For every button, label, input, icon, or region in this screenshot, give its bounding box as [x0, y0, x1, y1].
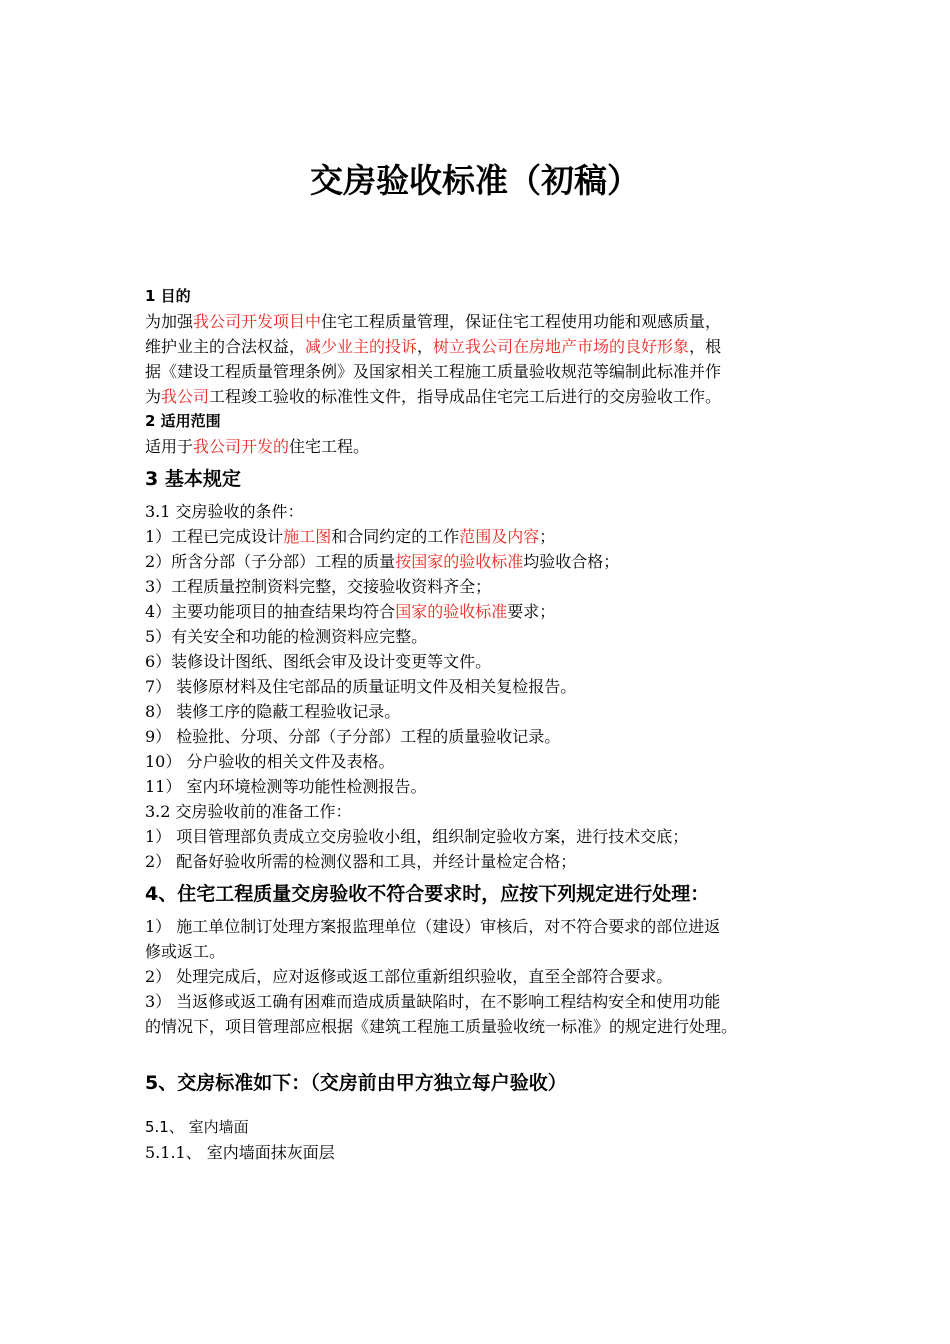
condition-2 — [145, 549, 817, 574]
text-run: 适用于 — [145, 437, 194, 456]
document-body — [145, 284, 817, 1165]
section-4-heading: 4、住宅工程质量交房验收不符合要求时，应按下列规定进行处理： — [145, 883, 710, 905]
text-run: 住宅工程质量管理，保证住宅工程使用功能和观感质量， — [321, 312, 722, 331]
section-3-2-heading: 3.2 交房验收前的准备工作： — [145, 802, 352, 821]
text-run: 2）所含分部（子分部）工程的质量 — [145, 552, 396, 571]
highlighted-text: 我公司开发的 — [193, 437, 290, 456]
text-run: 住宅工程。 — [289, 437, 370, 456]
section-3-heading: 3 基本规定 — [145, 468, 241, 490]
preparation-1: 1） 项目管理部负责成立交房验收小组，组织制定验收方案，进行技术交底； — [145, 827, 689, 846]
text-run: ， — [417, 337, 434, 356]
text-run: 为加强 — [145, 312, 194, 331]
highlighted-text: 按国家的验收标准 — [395, 552, 524, 571]
highlighted-text: 施工图 — [283, 527, 332, 546]
condition-4 — [145, 599, 817, 624]
highlighted-text: 减少业主的投诉 — [305, 337, 418, 356]
text-run: 要求； — [507, 602, 556, 621]
condition-8: 8） 装修工序的隐蔽工程验收记录。 — [145, 702, 401, 721]
condition-1 — [145, 524, 817, 549]
section-5-heading: 5、交房标准如下：（交房前由甲方独立每户验收） — [145, 1072, 567, 1094]
text-run: 据《建设工程质量管理条例》及国家相关工程施工质量验收规范等编制此标准并作 — [145, 362, 722, 381]
condition-3 — [145, 574, 817, 599]
section-1-line-4 — [145, 384, 817, 409]
text-run: 均验收合格； — [523, 552, 620, 571]
text-run: 工程竣工验收的标准性文件，指导成品住宅完工后进行的交房验收工作。 — [209, 387, 722, 406]
text-run: 和合同约定的工作 — [331, 527, 460, 546]
document-title: 交房验收标准（初稿） — [310, 161, 640, 200]
section-5-1-heading: 5.1、 室内墙面 — [145, 1118, 249, 1136]
highlighted-text: 范围及内容 — [459, 527, 540, 546]
handling-2: 2） 处理完成后，应对返修或返工部位重新组织验收，直至全部符合要求。 — [145, 967, 673, 986]
text-run: ； — [539, 527, 556, 546]
highlighted-text: 我公司 — [161, 387, 210, 406]
condition-5: 5）有关安全和功能的检测资料应完整。 — [145, 627, 428, 646]
section-2-heading: 2 适用范围 — [145, 412, 221, 430]
section-3-1-heading: 3.1 交房验收的条件： — [145, 502, 304, 521]
section-1-heading: 1 目的 — [145, 287, 191, 305]
section-1-line-1 — [145, 309, 817, 334]
highlighted-text: 树立我公司在房地产市场的良好形象 — [433, 337, 690, 356]
text-run: 为 — [145, 387, 162, 406]
preparation-2: 2） 配备好验收所需的检测仪器和工具，并经计量检定合格； — [145, 852, 577, 871]
text-run: 1）工程已完成设计 — [145, 527, 284, 546]
highlighted-text: 我公司开发项目中 — [193, 312, 322, 331]
condition-9: 9） 检验批、分项、分部（子分部）工程的质量验收记录。 — [145, 727, 561, 746]
condition-10: 10） 分户验收的相关文件及表格。 — [145, 752, 395, 771]
text-run: 4）主要功能项目的抽查结果均符合 — [145, 602, 396, 621]
text-run: ，根 — [689, 337, 722, 356]
section-1-line-3 — [145, 359, 817, 384]
condition-7: 7） 装修原材料及住宅部品的质量证明文件及相关复检报告。 — [145, 677, 577, 696]
handling-1-line-1: 1） 施工单位制订处理方案报监理单位（建设）审核后，对不符合要求的部位进返 — [145, 917, 721, 936]
section-2-line-1 — [145, 434, 817, 459]
section-1-line-2 — [145, 334, 817, 359]
text-run: 3）工程质量控制资料完整，交接验收资料齐全； — [145, 577, 492, 596]
text-run: 维护业主的合法权益， — [145, 337, 306, 356]
section-5-1-1-heading: 5.1.1、 室内墙面抹灰面层 — [145, 1143, 335, 1162]
highlighted-text: 国家的验收标准 — [395, 602, 508, 621]
handling-3-line-1: 3） 当返修或返工确有困难而造成质量缺陷时，在不影响工程结构安全和使用功能 — [145, 992, 721, 1011]
condition-11: 11） 室内环境检测等功能性检测报告。 — [145, 777, 427, 796]
handling-1-line-2: 修或返工。 — [145, 942, 226, 961]
condition-6: 6）装修设计图纸、图纸会审及设计变更等文件。 — [145, 652, 492, 671]
handling-3-line-2: 的情况下，项目管理部应根据《建筑工程施工质量验收统一标准》的规定进行处理。 — [145, 1017, 738, 1036]
